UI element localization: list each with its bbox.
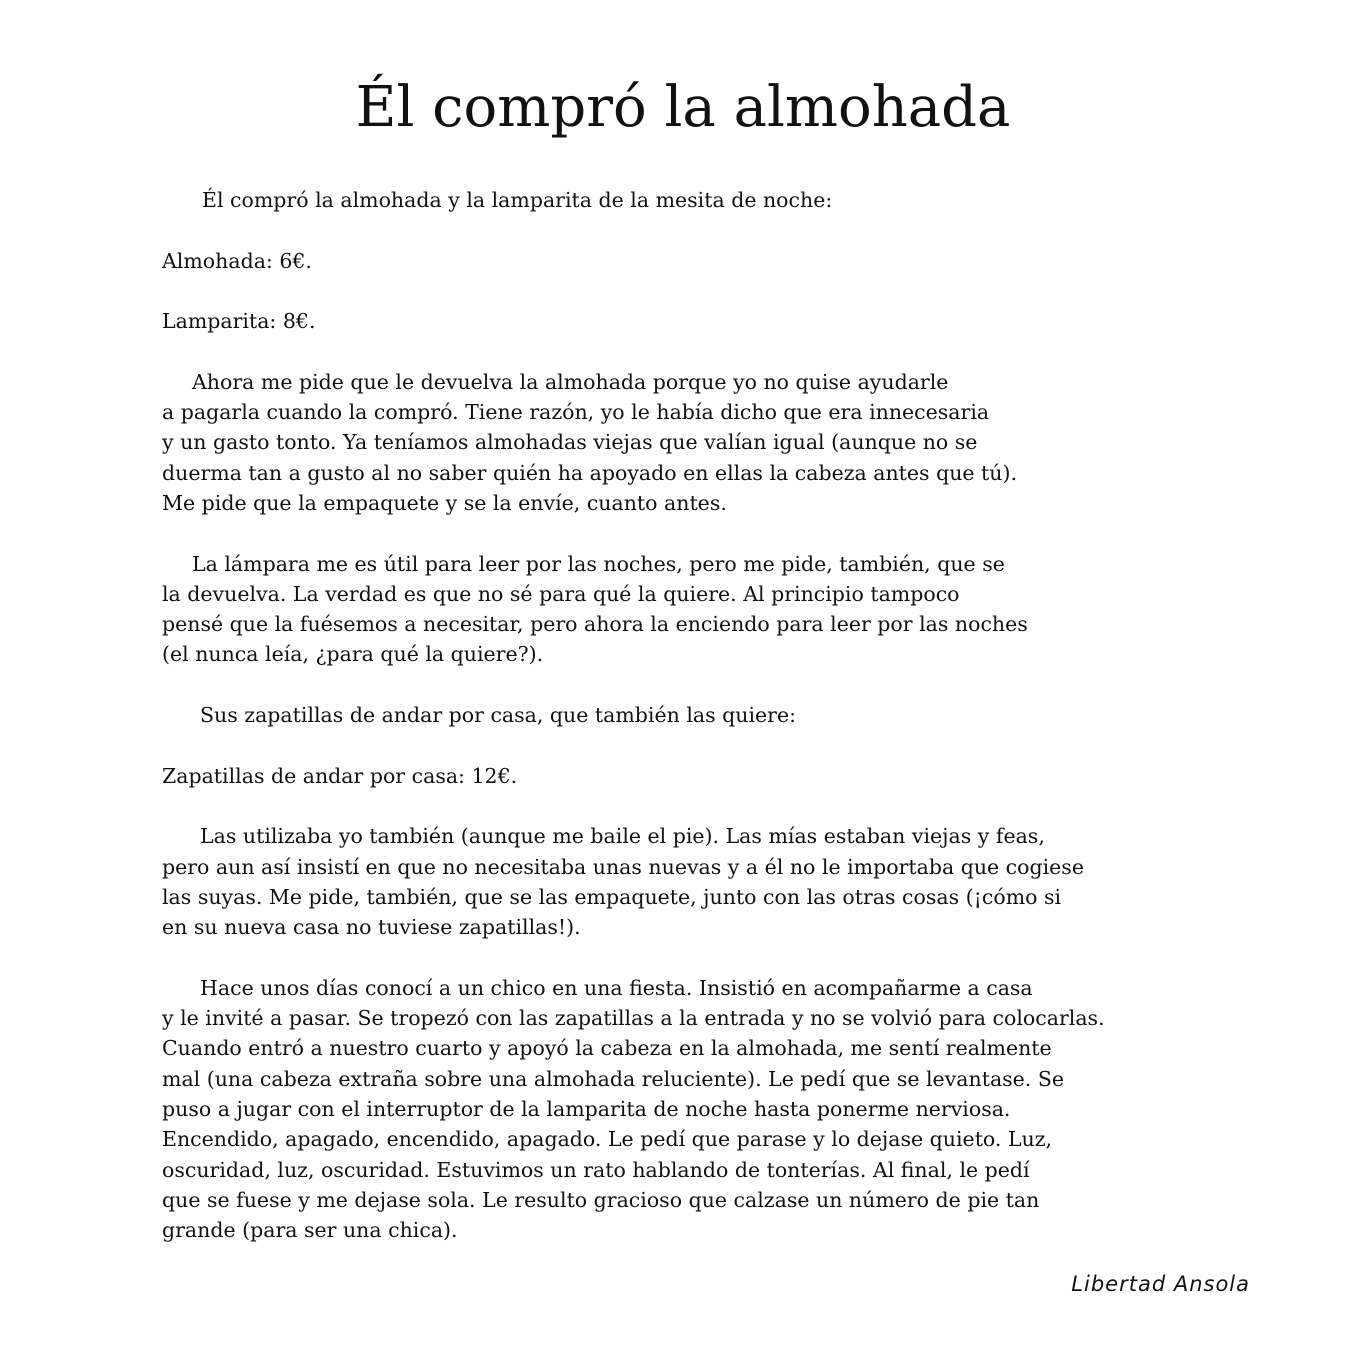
text-line: que se fuese y me dejase sola. Le resulto gracioso que calzase un número de pie tan — [162, 1187, 1040, 1212]
paragraph — [162, 821, 1272, 942]
paragraph-gap — [162, 276, 1272, 306]
paragraph-gap — [162, 791, 1272, 821]
text-line: mal (una cabeza extraña sobre una almohada reluciente). Le pedí que se levantase. Se — [162, 1066, 1065, 1091]
text-line: puso a jugar con el interruptor de la lamparita de noche hasta ponerme nerviosa. — [162, 1096, 1011, 1121]
text-line: Lamparita: 8€. — [162, 309, 316, 334]
paragraph — [162, 761, 1272, 791]
text-line: La lámpara me es útil para leer por las noches, pero me pide, también, que se — [192, 551, 1005, 576]
paragraph — [162, 973, 1272, 1246]
text-line: pero aun así insistí en que no necesitaba unas nuevas y a él no le importaba que cogiese — [162, 854, 1084, 879]
text-line: grande (para ser una chica). — [162, 1218, 458, 1243]
document-title: Él compró la almohada — [355, 75, 1011, 140]
text-line: Zapatillas de andar por casa: 12€. — [162, 763, 518, 788]
text-line: (el nunca leía, ¿para qué la quiere?). — [162, 642, 544, 667]
text-line: oscuridad, luz, oscuridad. Estuvimos un rato hablando de tonterías. Al final, le pedí — [162, 1157, 1030, 1182]
text-line: Las utilizaba yo también (aunque me baile el pie). Las mías estaban viejas y feas, — [200, 824, 1045, 849]
author-signature: Libertad Ansola — [1071, 1272, 1250, 1296]
text-line: Él compró la almohada y la lamparita de la mesita de noche: — [202, 188, 833, 212]
paragraph — [162, 700, 1272, 730]
paragraph-gap — [162, 336, 1272, 366]
text-line: pensé que la fuésemos a necesitar, pero ahora la enciendo para leer por las noches — [162, 612, 1028, 637]
text-line: Ahora me pide que le devuelva la almohada porque yo no quise ayudarle — [192, 369, 949, 394]
paragraph — [162, 185, 1272, 215]
paragraph — [162, 549, 1272, 670]
text-line: Encendido, apagado, encendido, apagado. Le pedí que parase y lo dejase quieto. Luz, — [162, 1127, 1053, 1152]
text-line: y le invité a pasar. Se tropezó con las zapatillas a la entrada y no se volvió para colocarlas. — [162, 1006, 1105, 1031]
text-line: Me pide que la empaquete y se la envíe, cuanto antes. — [162, 490, 727, 515]
paragraph-gap — [162, 942, 1272, 972]
paragraph — [162, 246, 1272, 276]
paragraph-gap — [162, 730, 1272, 760]
text-line: la devuelva. La verdad es que no sé para qué la quiere. Al principio tampoco — [162, 581, 960, 606]
text-line: duerma tan a gusto al no saber quién ha apoyado en ellas la cabeza antes que tú). — [162, 460, 1018, 485]
text-line: y un gasto tonto. Ya teníamos almohadas viejas que valían igual (aunque no se — [162, 430, 978, 455]
text-line: en su nueva casa no tuviese zapatillas!). — [162, 915, 581, 940]
text-line: Cuando entró a nuestro cuarto y apoyó la cabeza en la almohada, me sentí realmente — [162, 1036, 1052, 1061]
text-line: Hace unos días conocí a un chico en una fiesta. Insistió en acompañarme a casa — [200, 975, 1033, 1000]
text-line: Almohada: 6€. — [162, 248, 312, 273]
paragraph-gap — [162, 215, 1272, 245]
paragraph-gap — [162, 670, 1272, 700]
paragraph — [162, 306, 1272, 336]
document-body — [162, 185, 1272, 1245]
text-line: Sus zapatillas de andar por casa, que también las quiere: — [200, 703, 797, 728]
paragraph-gap — [162, 518, 1272, 548]
text-line: a pagarla cuando la compró. Tiene razón, yo le había dicho que era innecesaria — [162, 400, 990, 425]
text-line: las suyas. Me pide, también, que se las empaquete, junto con las otras cosas (¡cómo si — [162, 884, 1062, 909]
paragraph — [162, 367, 1272, 518]
